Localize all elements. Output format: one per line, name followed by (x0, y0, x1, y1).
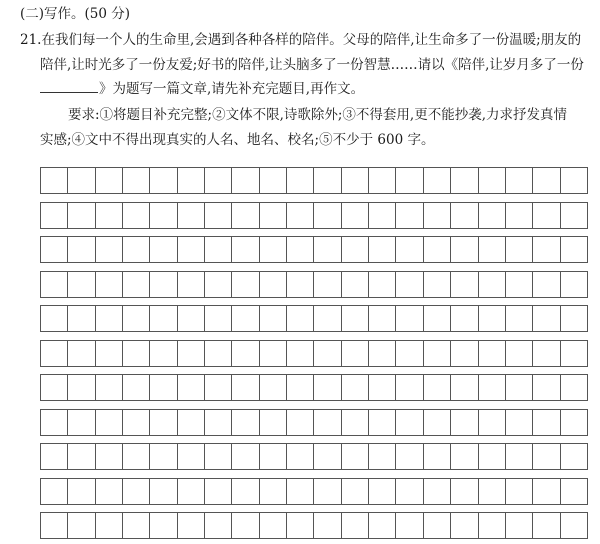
grid-cell[interactable] (68, 203, 95, 228)
grid-cell[interactable] (287, 410, 314, 435)
grid-cell[interactable] (123, 272, 150, 297)
grid-cell[interactable] (369, 237, 396, 262)
grid-cell[interactable] (314, 479, 341, 504)
grid-row (40, 236, 588, 263)
grid-cell[interactable] (396, 272, 423, 297)
grid-cell[interactable] (96, 306, 123, 331)
grid-cell[interactable] (205, 203, 232, 228)
grid-cell[interactable] (342, 479, 369, 504)
grid-cell[interactable] (260, 306, 287, 331)
grid-cell[interactable] (451, 375, 478, 400)
grid-cell[interactable] (287, 444, 314, 469)
grid-cell[interactable] (314, 168, 341, 193)
grid-cell[interactable] (506, 168, 533, 193)
grid-cell[interactable] (561, 237, 587, 262)
grid-cell[interactable] (533, 375, 560, 400)
grid-cell[interactable] (68, 479, 95, 504)
grid-cell[interactable] (506, 203, 533, 228)
grid-cell[interactable] (479, 375, 506, 400)
grid-cell[interactable] (178, 375, 205, 400)
grid-cell[interactable] (342, 272, 369, 297)
grid-cell[interactable] (314, 341, 341, 366)
grid-cell[interactable] (561, 203, 587, 228)
grid-cell[interactable] (561, 513, 587, 538)
grid-cell[interactable] (396, 410, 423, 435)
grid-cell[interactable] (451, 237, 478, 262)
grid-cell[interactable] (314, 375, 341, 400)
grid-cell[interactable] (533, 513, 560, 538)
grid-cell[interactable] (424, 306, 451, 331)
grid-cell[interactable] (506, 272, 533, 297)
grid-cell[interactable] (533, 237, 560, 262)
grid-cell[interactable] (369, 272, 396, 297)
grid-cell[interactable] (150, 375, 177, 400)
grid-cell[interactable] (41, 479, 68, 504)
grid-cell[interactable] (369, 203, 396, 228)
grid-cell[interactable] (178, 444, 205, 469)
grid-cell[interactable] (479, 410, 506, 435)
grid-cell[interactable] (533, 168, 560, 193)
grid-cell[interactable] (342, 203, 369, 228)
grid-cell[interactable] (424, 410, 451, 435)
grid-cell[interactable] (396, 237, 423, 262)
grid-cell[interactable] (205, 410, 232, 435)
grid-cell[interactable] (178, 410, 205, 435)
grid-cell[interactable] (479, 479, 506, 504)
grid-cell[interactable] (506, 513, 533, 538)
grid-cell[interactable] (150, 513, 177, 538)
grid-cell[interactable] (205, 375, 232, 400)
grid-cell[interactable] (96, 375, 123, 400)
grid-cell[interactable] (396, 513, 423, 538)
requirements-line-2: 实感;④文中不得出现真实的人名、地名、校名;⑤不少于 600 字。 (40, 132, 435, 148)
grid-cell[interactable] (260, 444, 287, 469)
grid-cell[interactable] (479, 341, 506, 366)
grid-cell[interactable] (260, 272, 287, 297)
grid-cell[interactable] (41, 168, 68, 193)
grid-cell[interactable] (314, 272, 341, 297)
grid-cell[interactable] (41, 341, 68, 366)
requirements-line-1: 要求:①将题目补充完整;②文体不限,诗歌除外;③不得套用,更不能抄袭,力求抒发真情 (68, 107, 568, 123)
grid-cell[interactable] (232, 272, 259, 297)
grid-cell[interactable] (232, 513, 259, 538)
question-text-3: 》为题写一篇文章,请先补充完题目,再作文。 (99, 81, 365, 97)
grid-cell[interactable] (314, 237, 341, 262)
grid-cell[interactable] (342, 375, 369, 400)
grid-cell[interactable] (533, 306, 560, 331)
grid-cell[interactable] (479, 513, 506, 538)
grid-cell[interactable] (314, 410, 341, 435)
grid-cell[interactable] (232, 203, 259, 228)
grid-cell[interactable] (205, 168, 232, 193)
grid-cell[interactable] (150, 444, 177, 469)
grid-cell[interactable] (123, 203, 150, 228)
grid-cell[interactable] (178, 479, 205, 504)
grid-cell[interactable] (150, 237, 177, 262)
grid-cell[interactable] (506, 479, 533, 504)
grid-cell[interactable] (178, 237, 205, 262)
grid-cell[interactable] (68, 237, 95, 262)
grid-cell[interactable] (533, 479, 560, 504)
grid-cell[interactable] (232, 306, 259, 331)
grid-cell[interactable] (506, 375, 533, 400)
grid-cell[interactable] (205, 272, 232, 297)
grid-cell[interactable] (424, 237, 451, 262)
grid-cell[interactable] (451, 203, 478, 228)
grid-cell[interactable] (150, 168, 177, 193)
grid-cell[interactable] (96, 341, 123, 366)
grid-cell[interactable] (533, 444, 560, 469)
grid-cell[interactable] (396, 168, 423, 193)
grid-cell[interactable] (41, 272, 68, 297)
grid-cell[interactable] (96, 513, 123, 538)
grid-cell[interactable] (369, 375, 396, 400)
question-text-1: 在我们每一个人的生命里,会遇到各种各样的陪伴。父母的陪伴,让生命多了一份温暖;朋友的 (41, 32, 582, 48)
grid-cell[interactable] (314, 203, 341, 228)
grid-cell[interactable] (150, 306, 177, 331)
grid-cell[interactable] (96, 272, 123, 297)
grid-cell[interactable] (479, 306, 506, 331)
grid-cell[interactable] (96, 444, 123, 469)
grid-cell[interactable] (41, 306, 68, 331)
grid-cell[interactable] (479, 203, 506, 228)
grid-cell[interactable] (287, 203, 314, 228)
grid-cell[interactable] (41, 203, 68, 228)
grid-cell[interactable] (287, 479, 314, 504)
grid-cell[interactable] (342, 306, 369, 331)
grid-cell[interactable] (561, 479, 587, 504)
grid-cell[interactable] (150, 272, 177, 297)
grid-cell[interactable] (369, 168, 396, 193)
grid-cell[interactable] (424, 513, 451, 538)
grid-cell[interactable] (287, 375, 314, 400)
grid-cell[interactable] (260, 237, 287, 262)
grid-cell[interactable] (123, 168, 150, 193)
grid-cell[interactable] (287, 341, 314, 366)
grid-cell[interactable] (533, 341, 560, 366)
grid-cell[interactable] (369, 444, 396, 469)
grid-cell[interactable] (68, 168, 95, 193)
grid-cell[interactable] (232, 444, 259, 469)
title-blank (40, 80, 98, 93)
grid-cell[interactable] (424, 479, 451, 504)
grid-cell[interactable] (178, 306, 205, 331)
grid-cell[interactable] (232, 479, 259, 504)
grid-cell[interactable] (287, 168, 314, 193)
grid-cell[interactable] (424, 203, 451, 228)
grid-cell[interactable] (506, 444, 533, 469)
grid-cell[interactable] (260, 479, 287, 504)
section-heading: (二)写作。(50 分) (20, 6, 131, 22)
grid-row (40, 409, 588, 436)
grid-cell[interactable] (41, 444, 68, 469)
grid-cell[interactable] (123, 410, 150, 435)
grid-cell[interactable] (123, 237, 150, 262)
grid-cell[interactable] (451, 306, 478, 331)
grid-row (40, 443, 588, 470)
grid-cell[interactable] (178, 513, 205, 538)
grid-cell[interactable] (260, 410, 287, 435)
grid-cell[interactable] (96, 479, 123, 504)
grid-cell[interactable] (424, 375, 451, 400)
grid-cell[interactable] (479, 444, 506, 469)
grid-row (40, 271, 588, 298)
grid-cell[interactable] (260, 513, 287, 538)
grid-cell[interactable] (41, 237, 68, 262)
grid-cell[interactable] (68, 513, 95, 538)
grid-cell[interactable] (424, 168, 451, 193)
grid-row (40, 305, 588, 332)
grid-cell[interactable] (561, 168, 587, 193)
grid-cell[interactable] (205, 306, 232, 331)
grid-row (40, 478, 588, 505)
grid-cell[interactable] (150, 341, 177, 366)
grid-cell[interactable] (561, 306, 587, 331)
grid-cell[interactable] (369, 479, 396, 504)
grid-cell[interactable] (369, 513, 396, 538)
grid-cell[interactable] (205, 237, 232, 262)
grid-cell[interactable] (451, 444, 478, 469)
grid-cell[interactable] (68, 341, 95, 366)
grid-cell[interactable] (178, 168, 205, 193)
grid-cell[interactable] (342, 444, 369, 469)
grid-cell[interactable] (41, 513, 68, 538)
grid-cell[interactable] (123, 306, 150, 331)
grid-cell[interactable] (451, 168, 478, 193)
grid-cell[interactable] (533, 410, 560, 435)
grid-cell[interactable] (479, 237, 506, 262)
question-line-2: 陪伴,让时光多了一份友爱;好书的陪伴,让头脑多了一份智慧……请以《陪伴,让岁月多了一份 (40, 57, 584, 73)
grid-cell[interactable] (178, 272, 205, 297)
grid-cell[interactable] (506, 237, 533, 262)
grid-cell[interactable] (479, 168, 506, 193)
grid-cell[interactable] (342, 513, 369, 538)
grid-cell[interactable] (369, 410, 396, 435)
grid-row (40, 512, 588, 539)
grid-cell[interactable] (96, 168, 123, 193)
grid-cell[interactable] (123, 444, 150, 469)
grid-cell[interactable] (123, 341, 150, 366)
grid-cell[interactable] (533, 272, 560, 297)
grid-cell[interactable] (150, 410, 177, 435)
grid-cell[interactable] (68, 410, 95, 435)
grid-cell[interactable] (451, 410, 478, 435)
grid-cell[interactable] (451, 272, 478, 297)
grid-cell[interactable] (150, 203, 177, 228)
grid-cell[interactable] (205, 341, 232, 366)
grid-cell[interactable] (150, 479, 177, 504)
grid-cell[interactable] (314, 306, 341, 331)
grid-cell[interactable] (41, 375, 68, 400)
grid-cell[interactable] (396, 306, 423, 331)
grid-cell[interactable] (205, 479, 232, 504)
grid-cell[interactable] (205, 513, 232, 538)
grid-cell[interactable] (232, 341, 259, 366)
grid-cell[interactable] (123, 479, 150, 504)
grid-cell[interactable] (260, 168, 287, 193)
grid-cell[interactable] (260, 375, 287, 400)
grid-cell[interactable] (533, 203, 560, 228)
grid-cell[interactable] (424, 444, 451, 469)
grid-row (40, 167, 588, 194)
grid-row (40, 340, 588, 367)
grid-cell[interactable] (369, 341, 396, 366)
grid-cell[interactable] (369, 306, 396, 331)
question-number: 21. (20, 32, 42, 48)
grid-cell[interactable] (123, 375, 150, 400)
grid-cell[interactable] (424, 341, 451, 366)
grid-cell[interactable] (451, 479, 478, 504)
grid-cell[interactable] (205, 444, 232, 469)
grid-cell[interactable] (451, 341, 478, 366)
grid-cell[interactable] (260, 341, 287, 366)
grid-cell[interactable] (506, 410, 533, 435)
grid-cell[interactable] (561, 272, 587, 297)
question-line-1 (20, 31, 581, 49)
grid-cell[interactable] (68, 272, 95, 297)
grid-cell[interactable] (287, 513, 314, 538)
grid-cell[interactable] (506, 341, 533, 366)
grid-cell[interactable] (96, 237, 123, 262)
grid-cell[interactable] (479, 272, 506, 297)
grid-cell[interactable] (41, 410, 68, 435)
grid-cell[interactable] (287, 237, 314, 262)
grid-cell[interactable] (178, 203, 205, 228)
grid-cell[interactable] (68, 375, 95, 400)
grid-cell[interactable] (232, 237, 259, 262)
grid-cell[interactable] (260, 203, 287, 228)
grid-cell[interactable] (396, 479, 423, 504)
grid-cell[interactable] (314, 444, 341, 469)
grid-cell[interactable] (68, 444, 95, 469)
grid-row (40, 202, 588, 229)
grid-cell[interactable] (342, 237, 369, 262)
grid-cell[interactable] (96, 203, 123, 228)
grid-cell[interactable] (342, 341, 369, 366)
grid-cell[interactable] (396, 341, 423, 366)
grid-cell[interactable] (342, 168, 369, 193)
grid-cell[interactable] (287, 272, 314, 297)
grid-cell[interactable] (232, 375, 259, 400)
grid-cell[interactable] (561, 375, 587, 400)
grid-cell[interactable] (396, 203, 423, 228)
grid-cell[interactable] (396, 444, 423, 469)
grid-cell[interactable] (561, 444, 587, 469)
grid-cell[interactable] (232, 168, 259, 193)
grid-cell[interactable] (342, 410, 369, 435)
grid-cell[interactable] (96, 410, 123, 435)
grid-cell[interactable] (396, 375, 423, 400)
grid-cell[interactable] (178, 341, 205, 366)
grid-cell[interactable] (451, 513, 478, 538)
grid-row (40, 374, 588, 401)
grid-cell[interactable] (287, 306, 314, 331)
grid-cell[interactable] (123, 513, 150, 538)
grid-cell[interactable] (561, 410, 587, 435)
grid-cell[interactable] (424, 272, 451, 297)
question-line-3 (40, 80, 364, 98)
grid-cell[interactable] (506, 306, 533, 331)
grid-cell[interactable] (232, 410, 259, 435)
grid-cell[interactable] (314, 513, 341, 538)
grid-cell[interactable] (561, 341, 587, 366)
grid-cell[interactable] (68, 306, 95, 331)
